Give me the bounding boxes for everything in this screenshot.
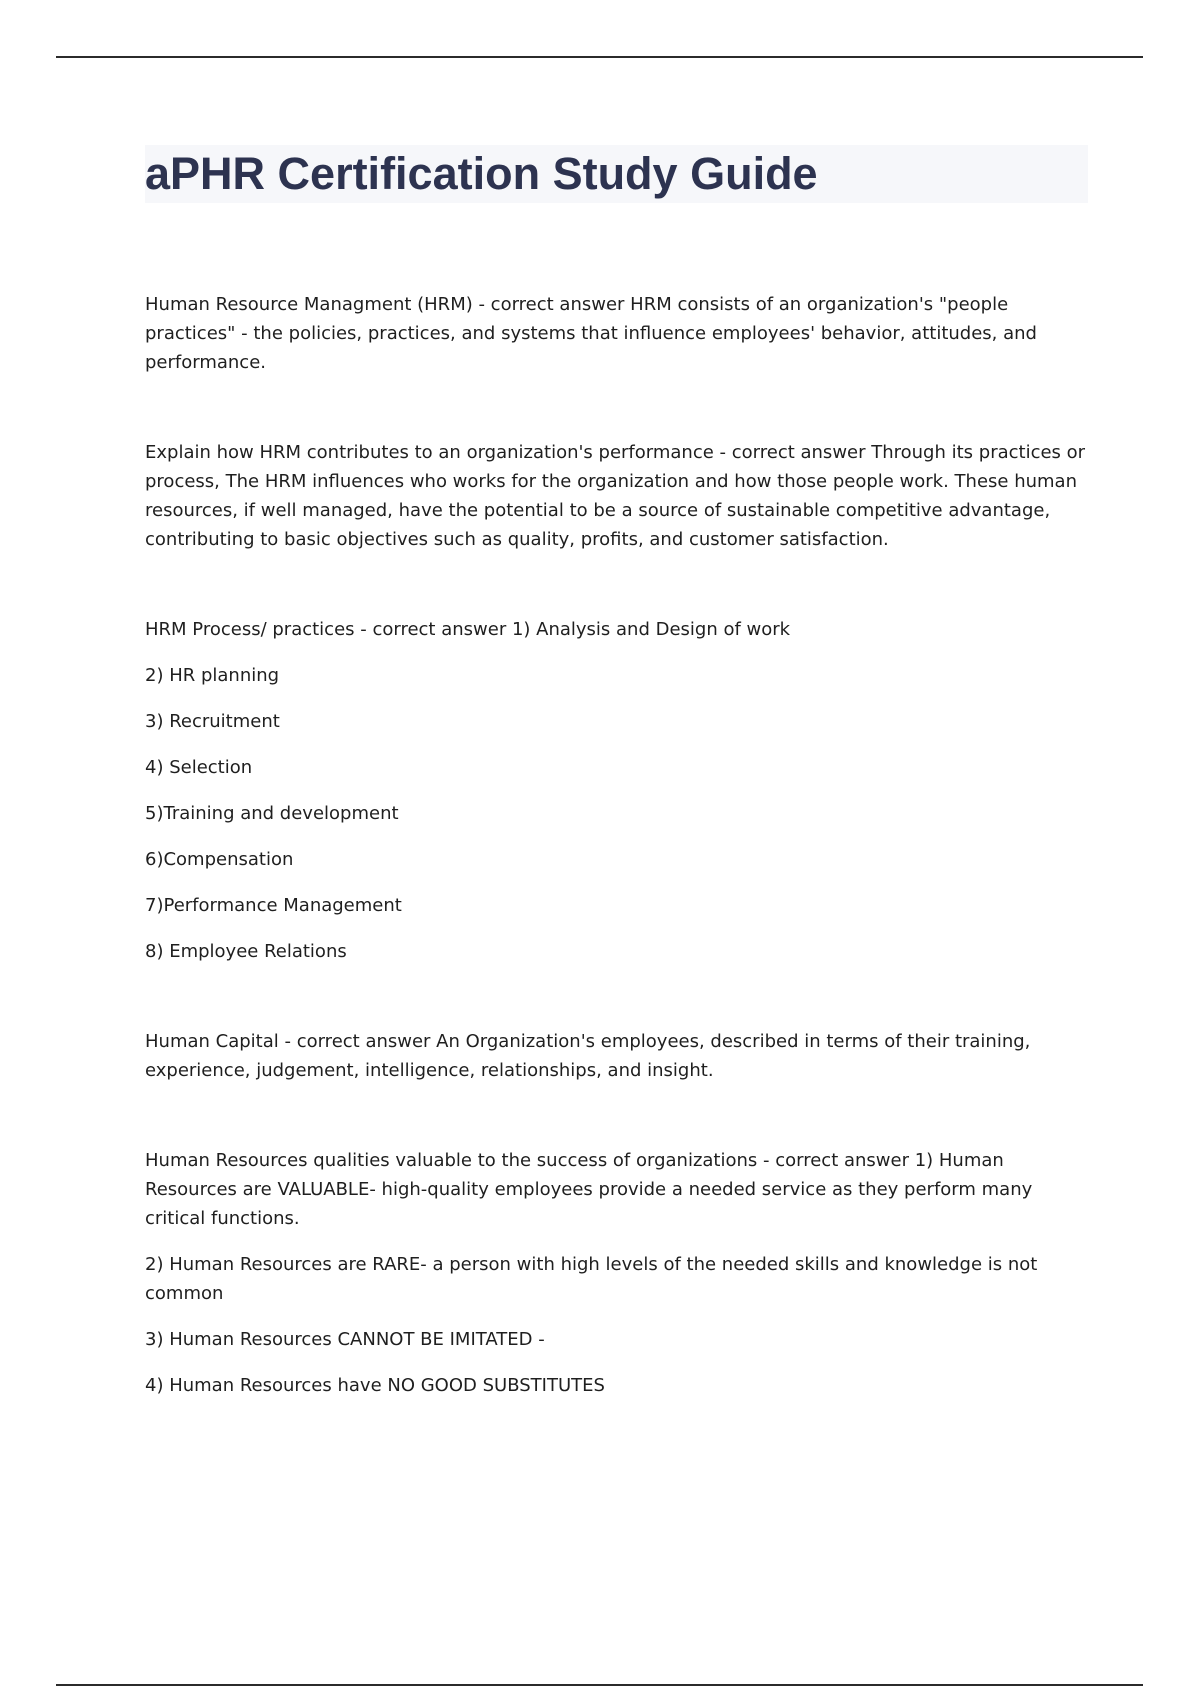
list-item: 2) Human Resources are RARE- a person with high levels of the needed skills and knowledge is not common bbox=[145, 1254, 1038, 1304]
list-item: 2) HR planning bbox=[145, 665, 280, 686]
document-body bbox=[145, 290, 1090, 1400]
list-item: 4) Human Resources have NO GOOD SUBSTITUTES bbox=[145, 1375, 605, 1396]
qa-hrm-performance: Explain how HRM contributes to an organization's performance - correct answer Through its practices or process, The HRM influences who works for the organization and how those people work. These human resources, if well managed, have the potential to be a source of sustainable competitive advantage, contributing to basic objectives such as quality, profits, and customer satisfaction. bbox=[145, 442, 1086, 550]
list-item: 7)Performance Management bbox=[145, 895, 402, 916]
list-item: 3) Human Resources CANNOT BE IMITATED - bbox=[145, 1329, 545, 1350]
bottom-rule bbox=[56, 1684, 1143, 1686]
top-rule bbox=[56, 56, 1143, 58]
list-item: 8) Employee Relations bbox=[145, 941, 347, 962]
list-item: 4) Selection bbox=[145, 757, 253, 778]
qa-hrm-definition: Human Resource Managment (HRM) - correct answer HRM consists of an organization's "people practices" - the policies, practices, and systems that influence employees' behavior, attitudes, and performance. bbox=[145, 294, 1037, 373]
qa-hrm-practices: HRM Process/ practices - correct answer 1) Analysis and Design of work bbox=[145, 619, 791, 640]
list-item: 5)Training and development bbox=[145, 803, 399, 824]
list-item: 3) Recruitment bbox=[145, 711, 280, 732]
qa-hr-qualities: Human Resources qualities valuable to the success of organizations - correct answer 1) Human Resources are VALUABLE- high-quality employees provide a needed service as they perform many critical functions. bbox=[145, 1150, 1033, 1229]
qa-human-capital: Human Capital - correct answer An Organization's employees, described in terms of their training, experience, judgement, intelligence, relationships, and insight. bbox=[145, 1031, 1031, 1081]
list-item: 6)Compensation bbox=[145, 849, 294, 870]
document-title: aPHR Certification Study Guide bbox=[145, 148, 818, 199]
